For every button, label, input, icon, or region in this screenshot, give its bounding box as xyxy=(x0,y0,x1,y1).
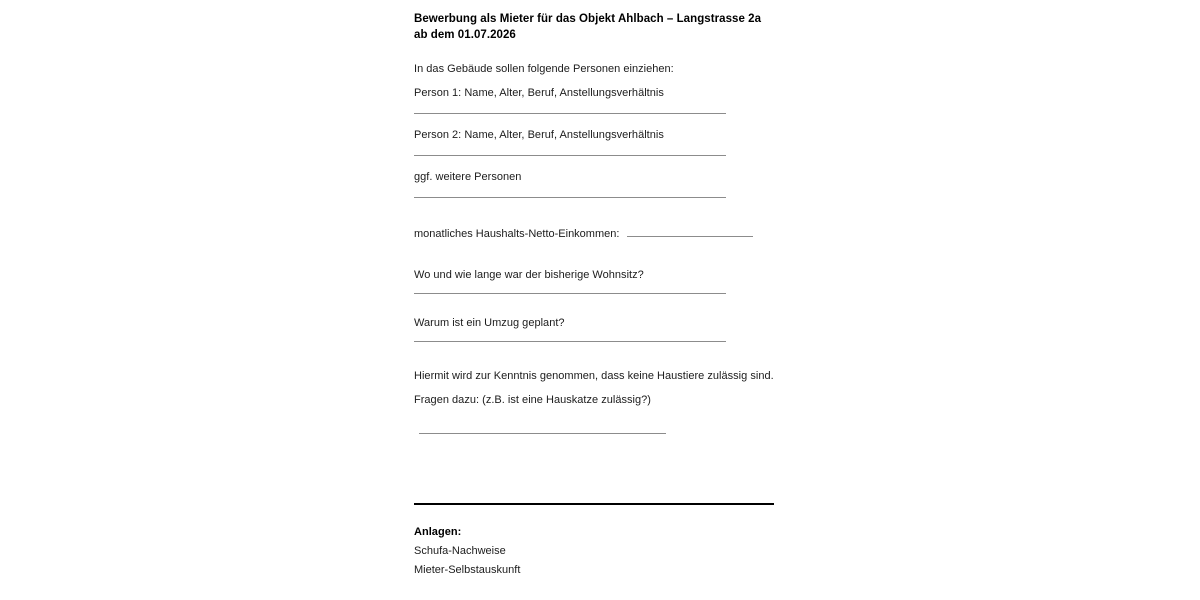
further-persons-label: ggf. weitere Personen xyxy=(414,171,522,183)
income-label: monatliches Haushalts-Netto-Einkommen: xyxy=(414,228,620,240)
spacer-after-title xyxy=(414,43,786,62)
person-2-fill-row xyxy=(414,142,786,156)
pets-notice: Hiermit wird zur Kenntnis genommen, dass keine Haustiere zulässig sind. xyxy=(414,370,774,382)
attachments-section xyxy=(414,525,786,577)
spacer-after-person-2 xyxy=(414,156,786,170)
person-1-label: Person 1: Name, Alter, Beruf, Anstellungsverhältnis xyxy=(414,87,664,99)
spacer-after-income xyxy=(414,241,786,268)
document-title xyxy=(414,12,786,43)
document-body xyxy=(414,12,786,434)
spacer-after-further-persons xyxy=(414,198,786,225)
income-row xyxy=(414,225,786,241)
spacer-before-signature xyxy=(414,407,786,433)
attachments-heading: Anlagen: xyxy=(414,526,462,538)
spacer-after-person-1 xyxy=(414,114,786,128)
previous-residence-question: Wo und wie lange war der bisherige Wohnsitz? xyxy=(414,269,644,281)
person-2-label: Person 2: Name, Alter, Beruf, Anstellungsverhältnis xyxy=(414,129,664,141)
title-line-2: ab dem 01.07.2026 xyxy=(414,28,516,41)
section-divider xyxy=(414,503,774,505)
spacer-after-move-reason xyxy=(414,342,786,369)
further-persons-fill-row xyxy=(414,184,786,198)
person-1-fill-row xyxy=(414,100,786,114)
title-line-1: Bewerbung als Mieter für das Objekt Ahlbach – Langstrasse 2a xyxy=(414,13,762,25)
attachment-item: Schufa-Nachweise xyxy=(414,545,506,557)
spacer-after-previous-residence xyxy=(414,294,786,316)
spacer-after-intro xyxy=(414,76,786,86)
spacer-between-pets-lines xyxy=(414,383,786,393)
previous-residence-fill-row xyxy=(414,282,786,294)
pets-question: Fragen dazu: (z.B. ist eine Hauskatze zulässig?) xyxy=(414,394,651,406)
intro-text: In das Gebäude sollen folgende Personen einziehen: xyxy=(414,63,674,75)
signature-blank-line[interactable] xyxy=(419,433,666,434)
move-reason-question: Warum ist ein Umzug geplant? xyxy=(414,317,565,329)
income-blank-line[interactable] xyxy=(627,225,753,237)
move-reason-fill-row xyxy=(414,330,786,342)
attachment-item: Mieter-Selbstauskunft xyxy=(414,564,521,576)
